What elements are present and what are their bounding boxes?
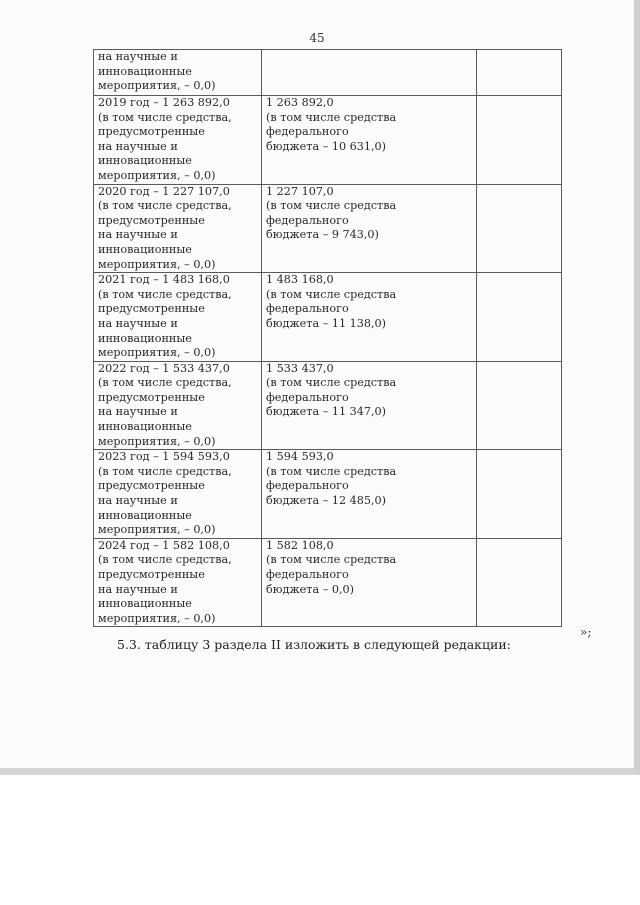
table-cell-total: 1 263 892,0 (в том числе средства федерального бюджета – 10 631,0)	[262, 96, 477, 185]
budget-table	[93, 49, 562, 627]
table-cell-empty	[477, 184, 562, 273]
table-cell-empty	[477, 361, 562, 450]
table-cell-total	[262, 50, 477, 96]
table-cell-empty	[477, 538, 562, 627]
table-cell-empty	[477, 450, 562, 539]
table-cell-spending-by-year: 2019 год – 1 263 892,0 (в том числе средства, предусмотренные на научные и инновационные мероприятия, – 0,0)	[94, 96, 262, 185]
table-row	[94, 50, 562, 96]
table-cell-total: 1 533 437,0 (в том числе средства федерального бюджета – 11 347,0)	[262, 361, 477, 450]
table-cell-spending-by-year: 2024 год – 1 582 108,0 (в том числе средства, предусмотренные на научные и инновационные мероприятия, – 0,0)	[94, 538, 262, 627]
table-row-2019	[94, 96, 562, 185]
table-cell-spending-by-year: 2023 год – 1 594 593,0 (в том числе средства, предусмотренные на научные и инновационные мероприятия, – 0,0)	[94, 450, 262, 539]
table-cell-spending-by-year: 2022 год – 1 533 437,0 (в том числе средства, предусмотренные на научные и инновационные мероприятия, – 0,0)	[94, 361, 262, 450]
table-cell-spending-by-year: 2021 год – 1 483 168,0 (в том числе средства, предусмотренные на научные и инновационные мероприятия, – 0,0)	[94, 273, 262, 362]
table-cell-empty	[477, 50, 562, 96]
page-number: 45	[309, 31, 325, 45]
table-row-2023	[94, 450, 562, 539]
table-cell-total: 1 227 107,0 (в том числе средства федерального бюджета – 9 743,0)	[262, 184, 477, 273]
table-row-2020	[94, 184, 562, 273]
table-cell-total: 1 582 108,0 (в том числе средства федерального бюджета – 0,0)	[262, 538, 477, 627]
amendment-note: 5.3. таблицу 3 раздела II изложить в следующей редакции:	[117, 637, 511, 652]
table-cell-spending-by-year: на научные и инновационные мероприятия, – 0,0)	[94, 50, 262, 96]
table-row-2024	[94, 538, 562, 627]
table-cell-total: 1 483 168,0 (в том числе средства федерального бюджета – 11 138,0)	[262, 273, 477, 362]
table-cell-empty	[477, 96, 562, 185]
table-cell-total: 1 594 593,0 (в том числе средства федерального бюджета – 12 485,0)	[262, 450, 477, 539]
table-cell-spending-by-year: 2020 год – 1 227 107,0 (в том числе средства, предусмотренные на научные и инновационные мероприятия, – 0,0)	[94, 184, 262, 273]
table-row-2022	[94, 361, 562, 450]
table-row-2021	[94, 273, 562, 362]
closing-quote: »;	[580, 625, 592, 639]
table-cell-empty	[477, 273, 562, 362]
